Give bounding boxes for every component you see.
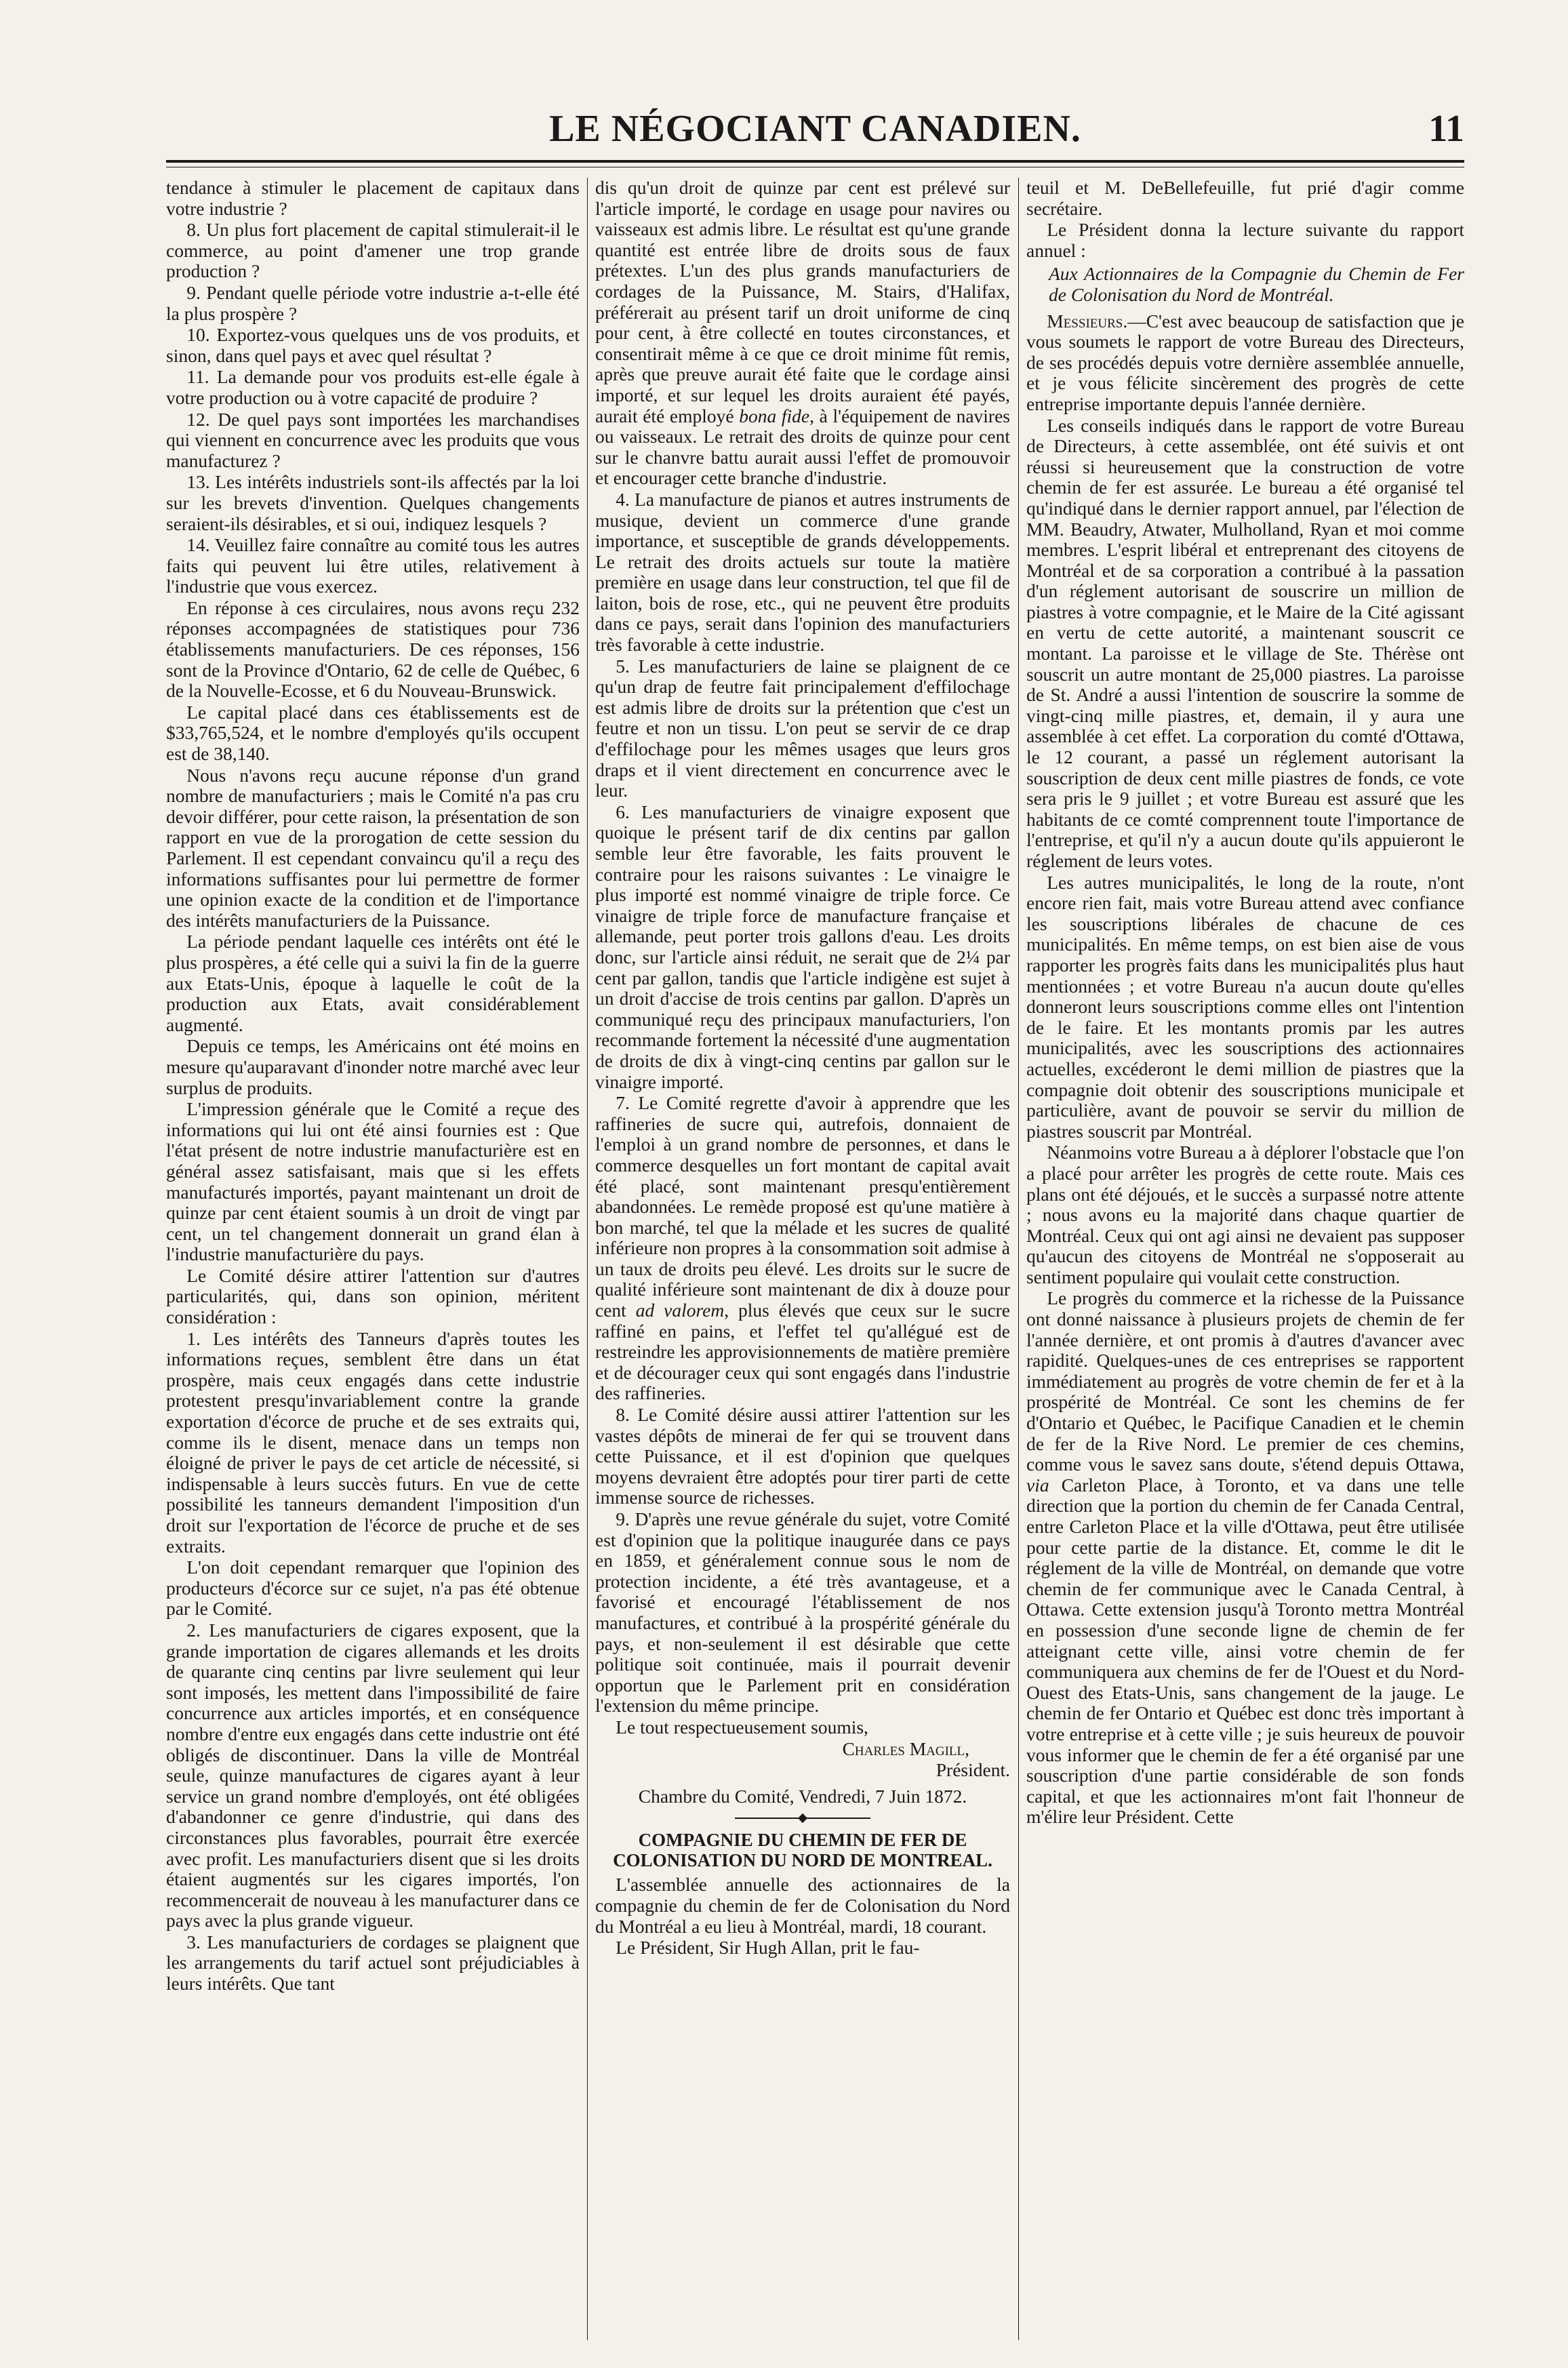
paragraph: La période pendant laquelle ces intérêts ont été le plus prospères, a été celle qui a suivi la fin de la guerre aux Etats-Unis, époque à laquelle le coût de la production aux Etats, avait considérablement augmenté. <box>166 931 580 1035</box>
paragraph <box>595 178 1010 489</box>
text-run: 7. Le Comité regrette d'avoir à apprendre que les raffineries de sucre qui, autrefois, donnaient de l'emploi à un grand nombre de personnes, et dans le commerce desquelles un fort montant de capital avait été placé, sont maintenant presqu'entièrement abandonnées. Le remède proposé est qu'une matière à bon marché, tel que la mélade et les sucres de qualité inférieure non propres à la consommation soit admise à un taux de droits peu élevé. Les droits sur le sucre de qualité inférieure sont maintenant de dix à douze pour cent <box>595 1092 1010 1321</box>
dateline: Chambre du Comité, Vendredi, 7 Juin 1872. <box>638 1785 967 1807</box>
paragraph: tendance à stimuler le placement de capitaux dans votre industrie ? <box>166 178 580 219</box>
paragraph: Les autres municipalités, le long de la route, n'ont encore rien fait, mais votre Bureau attend avec confiance les souscriptions libérales de chacune de ces municipalités. En même temps, on est bien aise de vous rapporter les progrès faits dans les municipalités plus haut mentionnées ; et votre Bureau n'a aucun doute qu'elles donneront leurs souscriptions comme elles ont l'intention de le faire. Et les montants promis par les autres municipalités, avec les souscriptions des actionnaires actuelles, excéderont le demi million de piastres que la compagnie doit obtenir des souscriptions municipale et particulière, avant de pouvoir se servir du million de piastres souscrit par Montréal. <box>1026 871 1464 1142</box>
question-8: 8. Un plus fort placement de capital stimulerait-il le commerce, au point d'amener une trop grande production ? <box>166 219 580 282</box>
signature-title: Président. <box>936 1759 1010 1781</box>
text-run: Carleton Place, à Toronto, et va dans une telle direction que la portion du chemin de fer Canada Central, entre Carleton Place et la ville d'Ottawa, peut être utilisée pour cette partie de la distance. Et, comme le dit le réglement de la ville de Montréal, on demande que votre chemin de fer communique avec le Canada Central, à Ottawa. Cette extension jusqu'à Toronto mettra Montréal en possession d'une seconde ligne de chemin de fer atteignant cette ville, ainsi votre chemin de fer communiquera aux chemins de fer de l'Ouest et du Nord-Ouest des Etats-Unis, sans changement de la jauge. Le chemin de fer Ontario et Québec est donc très important à votre entreprise et à cette ville ; je suis heureux de pouvoir vous informer que le chemin de fer a été organisé par une souscription d'une partie considérable de son fonds capital, et que les actionnaires m'ont fait l'honneur de m'élire leur Président. Cette <box>1026 1474 1464 1828</box>
paragraph: 9. D'après une revue générale du sujet, votre Comité est d'opinion que la politique inaugurée dans ce pays en 1859, et généralement connue sous le nom de protection incidente, a été très avantageuse, et a favorisé et encouragé l'établissement de nos manufactures, et contribué à la prospérité générale du pays, et non-seulement il est désirable que cette politique soit continuée, mais il pourrait devenir opportun que le Parlement prit en considération l'extension du même principe. <box>595 1508 1010 1717</box>
text-run: dis qu'un droit de quinze par cent est prélevé sur l'article importé, le cordage en usage pour navires ou vaisseaux est admis libre. Le résultat est qu'une grande quantité est entrée libre de droits sous de faux prétextes. L'un des plus grands manufacturiers de cordages de la Puissance, M. Stairs, d'Halifax, préférerait au présent tarif un droit uniforme de cinq pour cent, à être collecté en toutes circonstances, et consentirait même à ce que ce droit minime fût remis, après que preuve aurait été faite que le cordage ainsi importé, et sur lequel les droits auraient été payés, aurait été employé <box>595 178 1010 426</box>
text-run: , à l'équipement de navires ou vaisseaux. Le retrait des droits de quinze pour cent sur le chanvre battu aurait aussi l'effet de promouvoir et encourager cette branche d'industrie. <box>595 405 1010 489</box>
paragraph: 2. Les manufacturiers de cigares exposent, que la grande importation de cigares allemands et les droits de quarante cinq centins par livre seulement qui leur sont imposés, les mettent dans l'impossibilité de faire concurrence aux articles importés, et en conséquence nombre d'entre eux engagés dans cette industrie ont été obligés de discontinuer. Dans la ville de Montréal seule, quinze manufactures de cigares ayant à leur service un grand nombre d'employés, ont été obligées d'abandonner ce genre d'industrie, qui dans des circonstances plus favorables, pourrait être exercée avec profit. Les manufacturiers disent que si les droits étaient augmentés sur les cigares importés, l'on recommencerait de nouveau à les manufacturer dans ce pays avec la plus grande vigueur. <box>166 1619 580 1931</box>
paragraph: 1. Les intérêts des Tanneurs d'après toutes les informations reçues, semblent être dans un état prospère, mais ceux engagés dans cette industrie protestent presqu'invariablement contre la grande exportation d'écorce de pruche et de ses extraits qui, comme ils le disent, menace dans un temps non éloigné de priver le pays de cet article de nécessité, si indispensable à leurs succès futurs. En vue de cette possibilité les tanneurs demandent l'imposition d'un droit sur l'exportation de l'écorce de pruche et de ses extraits. <box>166 1327 580 1557</box>
address-line: Aux Actionnaires de la Compagnie du Chemin de Fer de Colonisation du Nord de Montréal. <box>1049 263 1464 305</box>
page-number: 11 <box>1428 108 1464 150</box>
question-11: 11. La demande pour vos produits est-elle égale à votre production ou à votre capacité de produire ? <box>166 366 580 408</box>
paragraph: Nous n'avons reçu aucune réponse d'un grand nombre de manufacturiers ; mais le Comité n'a pas cru devoir différer, pour cette raison, la présentation de son rapport en vue de la prorogation de cette session du Parlement. Il est cependant convaincu qu'il a reçu des informations suffisantes pour lui permettre de former une opinion exacte de la condition et de l'importance des intérêts manufacturiers de la Puissance. <box>166 764 580 931</box>
salutation: Messieurs. <box>1047 310 1128 332</box>
question-14: 14. Veuillez faire connaître au comité tous les autres faits qui peuvent lui être utiles, relativement à l'industrie que vous exercez. <box>166 534 580 597</box>
paragraph: Les conseils indiqués dans le rapport de votre Bureau de Directeurs, à cette assemblée, ont été suivis et ont réussi si heureusement que la construction de votre chemin de fer est assurée. Le bureau a été organisé tel qu'indiqué dans le dernier rapport annuel, par l'élection de MM. Beaudry, Atwater, Mulholland, Ryan et moi comme membres. L'esprit libéral et entreprenant des citoyens de Montréal et de sa corporation a contribué à la passation d'un réglement autorisant de souscrire un million de piastres à votre compagnie, et le Maire de la Cité agissant en vertu de cette autorité, a maintenant souscrit ce montant. La paroisse et le village de Ste. Thérèse ont souscrit un autre montant de 25,000 piastres. La paroisse de St. André a aussi l'intention de souscrire la somme de vingt-cinq mille piastres, et, demain, il y aura une assemblée à cet effet. La corporation du comté d'Ottawa, le 12 courant, a passé un réglement autorisant la souscription de deux cent mille piastres de fonds, ce vote sera pris le 9 juillet ; et votre Bureau est assuré que les habitants de ce comté comprennent toute l'importance de l'entreprise, et qu'il n'y a aucun doute qu'ils appuieront le réglement de leurs votes. <box>1026 414 1464 871</box>
paragraph: En réponse à ces circulaires, nous avons reçu 232 réponses accompagnées de statistiques pour 736 établissements manufacturiers. De ces réponses, 156 sont de la Province d'Ontario, 62 de celle de Québec, 6 de la Nouvelle-Ecosse, et 6 du Nouveau-Brunswick. <box>166 597 580 702</box>
signature-name: Charles Magill, <box>842 1738 969 1759</box>
paragraph <box>595 1093 1010 1404</box>
paragraph <box>1026 1288 1464 1827</box>
paragraph: Depuis ce temps, les Américains ont été moins en mesure qu'auparavant d'inonder notre marché avec leur surplus de produits. <box>166 1035 580 1098</box>
text-run: Le progrès du commerce et la richesse de la Puissance ont donné naissance à plusieurs projets de chemin de fer l'année dernière, et ont promis à d'autres d'avancer avec rapidité. Quelques-unes de ces entreprises se rapportent immédiatement au progrès de votre chemin de fer et à la prospérité de Montréal. Ce sont les chemins de fer d'Ontario et Québec, le Pacifique Canadien et le chemin de fer de la Rive Nord. Le premier de ces chemins, comme vous le savez sans doute, s'étend depuis Ottawa, <box>1026 1287 1464 1475</box>
paragraph: L'impression générale que le Comité a reçue des informations qui lui ont été ainsi fournies est : Que l'état présent de notre industrie manufacturière est en général assez satisfaisant, mais que si les effets manufacturés importés, payant maintenant un droit de quinze par cent étaient soumis à un droit de vingt par cent, un tel changement donnerait un grand élan à l'industrie manufacturière du pays. <box>166 1098 580 1265</box>
paragraph: 6. Les manufacturiers de vinaigre exposent que quoique le présent tarif de dix centins par gallon semble leur être favorable, les faits prouvent le contraire pour les raisons suivantes : Le vinaigre le plus importé est nommé vinaigre de triple force. Ce vinaigre de triple force de manufacture française et allemande, peut porter trois gallons d'eau. Les droits donc, sur l'article ainsi réduit, ne serait que de 2¼ par cent par gallon, tandis que l'article indigène est sujet à un droit d'accise de trois centins par gallon. D'après un communiqué reçu des principaux manufacturiers, l'on recommande fortement la nécessité d'une augmentation de droits de dix à vingt-cinq centins par gallon sur le vinaigre importé. <box>595 801 1010 1092</box>
column-2 <box>595 178 1010 2340</box>
paragraph: 8. Le Comité désire aussi attirer l'attention sur les vastes dépôts de minerai de fer qui se trouvent dans cette Puissance, et il est d'opinion que quelques moyens devraient être adoptés pour tirer parti de cette immense source de richesses. <box>595 1404 1010 1508</box>
column-divider-2 <box>1018 178 1019 2340</box>
question-13: 13. Les intérêts industriels sont-ils affectés par la loi sur les brevets d'invention. Quelques changements seraient-ils désirables, et si oui, indiquez lesquels ? <box>166 471 580 534</box>
paragraph: L'assemblée annuelle des actionnaires de la compagnie du chemin de fer de Colonisation du Nord du Montréal a eu lieu à Montréal, mardi, 18 courant. <box>595 1874 1010 1937</box>
header-rule-thick <box>166 160 1464 163</box>
text-run: —C'est avec beaucoup de satisfaction que je vous soumets le rapport de votre Bureau des Directeurs, de ses procédés depuis votre dernière assemblée annuelle, et je vous félicite sincèrement des progrès de cette entreprise importante depuis l'année dernière. <box>1026 310 1464 414</box>
section-separator <box>735 1818 870 1819</box>
question-12: 12. De quel pays sont importées les marchandises qui viennent en concurrence avec les produits que vous manufacturez ? <box>166 408 580 471</box>
text-run: , plus élevés que ceux sur le sucre raffiné en pains, et l'effet tel qu'allégué est de restreindre les approvisionnements de matière première et de décourager ceux qui sont engagés dans l'industrie des raffineries. <box>595 1300 1010 1404</box>
paragraph: 4. La manufacture de pianos et autres instruments de musique, devient un commerce d'une grande importance, et susceptible de grands développements. Le retrait des droits actuels sur toute la matière première en usage dans leur construction, tel que fil de laiton, bois de rose, etc., qui ne peuvent être produits dans ce pays, serait dans l'opinion des manufacturiers très favorable à cette industrie. <box>595 488 1010 656</box>
italic-text: bona fide <box>739 405 810 426</box>
paragraph <box>1026 311 1464 415</box>
paragraph: 3. Les manufacturiers de cordages se plaignent que les arrangements du tarif actuel sont préjudiciables à leurs intérêts. Que tant <box>166 1931 580 1994</box>
paragraph: Le tout respectueusement soumis, <box>616 1716 868 1738</box>
newspaper-title: LE NÉGOCIANT CANADIEN. <box>549 108 1081 150</box>
paragraph: Le Président, Sir Hugh Allan, prit le fau- <box>616 1937 920 1959</box>
column-1 <box>166 178 580 2340</box>
column-3 <box>1026 178 1464 2340</box>
paragraph: Néanmoins votre Bureau a à déplorer l'obstacle que l'on a placé pour arrêter les progrès de cette route. Mais ces plans ont été déjoués, et le succès a surpassé notre attente ; nous avons eu la majorité dans chaque quartier de Montréal. Ceux qui ont agi ainsi ne devaient pas supposer qu'aucun des citoyens de Montréal ne s'opposerait au sentiment populaire qui voulait cette construction. <box>1026 1142 1464 1287</box>
question-9: 9. Pendant quelle période votre industrie a-t-elle été la plus prospère ? <box>166 281 580 324</box>
masthead <box>166 107 1464 161</box>
italic-text: via <box>1026 1474 1049 1496</box>
question-10: 10. Exportez-vous quelques uns de vos produits, et sinon, dans quel pays et avec quel résultat ? <box>166 324 580 366</box>
italic-text: ad valorem <box>635 1300 725 1321</box>
paragraph: Le Président donna la lecture suivante du rapport annuel : <box>1026 219 1464 261</box>
column-divider-1 <box>587 178 588 2340</box>
paragraph: Le Comité désire attirer l'attention sur d'autres particularités, qui, dans son opinion, méritent considération : <box>166 1264 580 1328</box>
paragraph: Le capital placé dans ces établissements est de $33,765,524, et le nombre d'employés qu'ils occupent est de 38,140. <box>166 701 580 765</box>
paragraph: L'on doit cependant remarquer que l'opinion des producteurs d'écorce sur ce sujet, n'a pas été obtenue par le Comité. <box>166 1557 580 1620</box>
paragraph: 5. Les manufacturiers de laine se plaignent de ce qu'un drap de feutre fait principalement d'effilochage est admis libre de droits sur la prétention que c'est un feutre et non un tissu. L'on peut se servir de ce drap d'effilochage pour les mêmes usages que leurs gros draps et il vient directement en concurrence avec le leur. <box>595 655 1010 801</box>
paragraph: teuil et M. DeBellefeuille, fut prié d'agir comme secrétaire. <box>1026 178 1464 219</box>
article-heading: COMPAGNIE DU CHEMIN DE FER DE COLONISATION DU NORD DE MONTREAL. <box>613 1830 992 1871</box>
